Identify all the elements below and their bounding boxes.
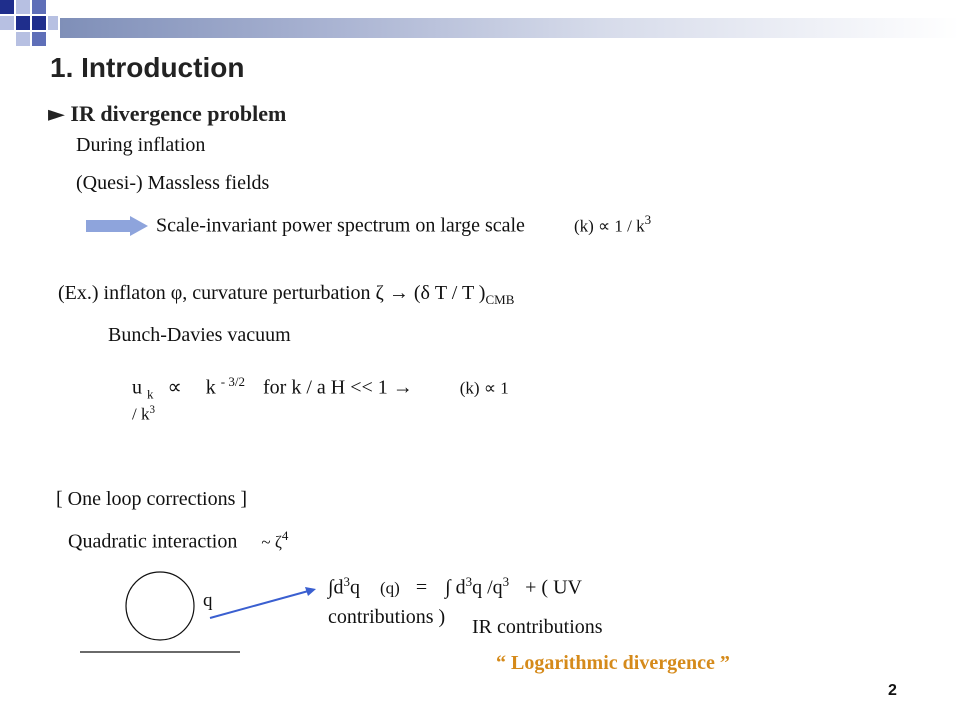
power-spectrum-exp: 3 [644,212,652,227]
one-loop-heading: [ One loop corrections ] [56,488,248,510]
integral-equals: = [415,576,428,599]
quote-close: ” [719,652,730,674]
interaction-order-exp: 4 [281,528,289,543]
integral-rhs-exp2: 3 [502,574,510,589]
line-massless-fields: (Quesi-) Massless fields [76,172,270,194]
integral-uv: + ( UV [525,576,582,599]
header-square-7 [16,32,30,46]
integral-rhs-exp1: 3 [465,574,473,589]
integral-rhs-q: q /q [472,576,503,599]
quote-open: “ [496,652,506,674]
ir-contributions: IR contributions [472,616,603,638]
header-gradient-band [60,18,960,38]
bullet-triangle-icon: ► [48,102,65,127]
mode-prop: ∝ [167,376,182,399]
mode-k: k [205,376,216,399]
interaction-order: ~ ζ [261,532,282,552]
header-square-8 [32,32,46,46]
example-sub: CMB [485,292,515,307]
logarithmic-divergence-text: Logarithmic divergence [511,652,715,674]
mode-u-sub: k [147,386,154,402]
section-heading-text: IR divergence problem [70,101,287,126]
implies-arrow-icon [86,216,148,236]
example-text: (Ex.) inflaton φ, curvature perturbation ζ → (δ T / T ) [58,282,486,304]
integral-line [328,574,582,600]
loop-diagram [76,560,316,660]
integral-lhs-q: q [349,576,360,599]
mode-function-line [132,374,509,403]
line-during-inflation: During inflation [76,134,206,156]
header-square-6 [0,16,14,30]
loop-to-integral-arrow [210,590,312,618]
header-square-3 [32,0,46,14]
header-square-9 [48,16,58,30]
loop-circle [126,572,194,640]
page-number: 2 [888,682,897,699]
integral-rhs: ∫ d [445,576,466,599]
header-square-1 [0,0,14,14]
mode-wrap-exp: 3 [149,404,156,416]
integral-arg: (q) [379,578,400,598]
mode-wrap: / k [132,404,150,424]
scale-invariant-line [156,212,651,238]
quadratic-interaction-line [68,528,288,554]
logarithmic-divergence [496,652,730,675]
integral-wrap: contributions ) [328,606,446,628]
bunch-davies-line: Bunch-Davies vacuum [108,324,291,346]
mode-u: u [132,376,142,399]
integral-lhs: ∫d [328,576,344,599]
mode-power-arg: (k) ∝ 1 [459,378,509,398]
power-spectrum-arg: (k) ∝ 1 / k [573,216,645,236]
header-square-2 [16,0,30,14]
loop-momentum-label: q [203,590,213,611]
mode-condition: for k / a H << 1 → [263,376,413,399]
header-square-5 [32,16,46,30]
mode-k-exp: - 3/2 [220,374,245,389]
quadratic-interaction-text: Quadratic interaction [68,530,238,553]
example-line [58,282,514,308]
integral-lhs-exp: 3 [343,574,350,589]
slide-title: 1. Introduction [50,52,245,83]
header-square-4 [16,16,30,30]
scale-invariant-text: Scale-invariant power spectrum on large scale [156,214,525,237]
mode-wrap-line [132,404,155,425]
section-heading [48,101,286,127]
